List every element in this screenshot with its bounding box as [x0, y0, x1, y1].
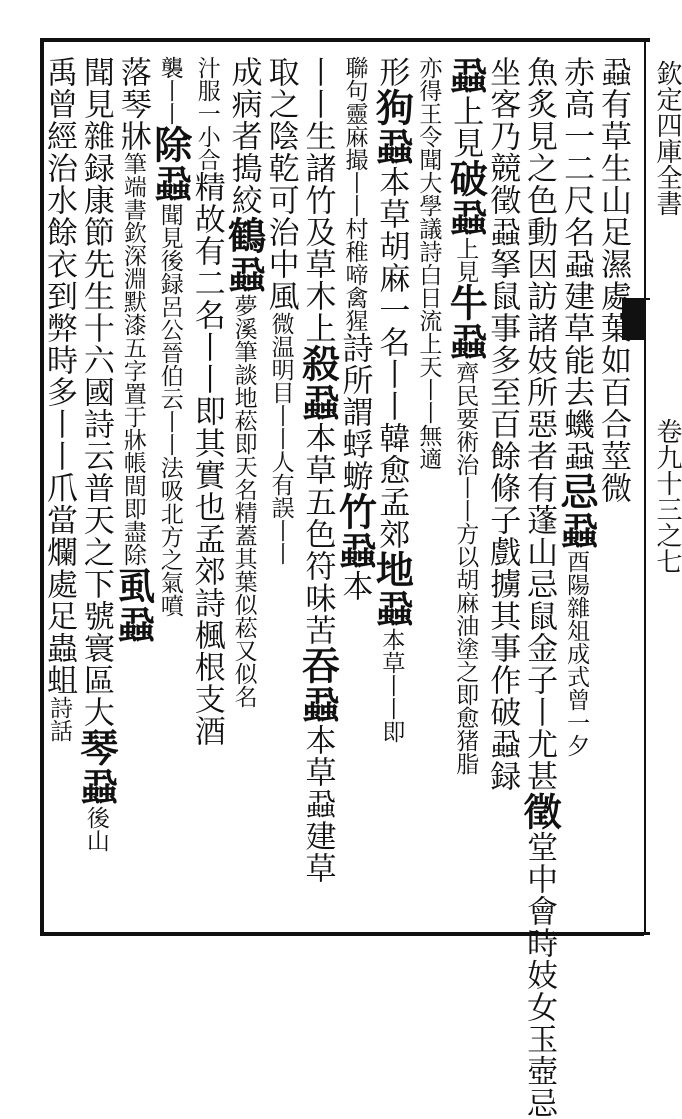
body-text: 魚炙見之色動因訪諸妓所惡者有蓬山忌鼠金子丨尤甚: [521, 56, 558, 792]
text-column: [595, 56, 631, 926]
body-text: 本草五色符味苦: [299, 422, 336, 646]
entry-heading: 吞蝨: [295, 646, 341, 724]
text-column: [41, 56, 77, 926]
entry-heading: 忌蝨: [554, 472, 600, 550]
annotation-text: 後山: [82, 806, 109, 852]
body-text: 蝨有草生山足濕處葉如百合莖微: [595, 56, 631, 504]
body-text: 丨丨生諸竹及草木上: [299, 56, 336, 344]
annotation-text: 詩話: [46, 696, 72, 742]
body-text: 成病者搗絞: [225, 56, 262, 216]
text-column: [147, 56, 193, 926]
entry-heading: 破蝨: [443, 159, 489, 237]
annotation-text: 襲丨丨: [156, 56, 183, 125]
entry-heading: 狗蝨: [369, 88, 415, 166]
entry-heading: 徵: [517, 792, 563, 831]
body-text: 詩所謂蜉蝣: [336, 332, 373, 492]
text-column: [110, 56, 156, 926]
text-column: [73, 56, 119, 926]
body-text: 上: [447, 95, 484, 127]
body-text: 見: [447, 127, 484, 159]
entry-heading: 牛蝨: [443, 283, 489, 361]
annotation-text: 亦得王令聞大學議詩白日流上天丨丨無適: [415, 56, 442, 470]
annotation-text: 筆端書欽深淵默漆五字置于牀帳間即盡除: [119, 152, 146, 566]
entry-heading: 竹蝨: [332, 492, 378, 570]
annotation-text: 齊民要術治丨丨方以胡麻油塗之即愈猪脂: [452, 361, 479, 775]
text-column: [410, 56, 446, 926]
annotation-text: 本草丨丨即: [378, 628, 405, 743]
body-text: 赤高一二尺名蝨建草能去蟣蝨: [558, 56, 595, 472]
entry-heading: 殺蝨: [295, 344, 341, 422]
text-column: [517, 56, 563, 1119]
border-top-extension: [40, 38, 650, 42]
text-column: [554, 56, 600, 926]
border-right: [644, 38, 646, 935]
body-text: 本草胡麻一名丨丨韓愈孟郊: [373, 166, 410, 550]
annotation-text: 酉陽雜俎成式曾一夕: [563, 550, 590, 757]
text-column: [189, 56, 225, 926]
annotation-text: 上見: [452, 237, 479, 283]
body-text: 聞見雜録康節先生十六國詩云普天之下號寰區大: [77, 56, 114, 728]
entry-heading: 虱蝨: [110, 566, 156, 644]
margin-volume: 卷九十三之七: [652, 418, 682, 574]
annotation-text: 聯句靈麻撮丨丨村稚啼禽猩: [341, 56, 368, 332]
text-column: [332, 56, 378, 926]
text-column: [443, 56, 489, 926]
body-text: 形: [373, 56, 410, 88]
annotation-text: 夢溪筆談地菘即天名精蓋其葉似菘又似名: [230, 294, 257, 708]
margin-book-title: 欽定四庫全書: [652, 60, 682, 216]
body-text: 精故有二名丨丨即其實也孟郊詩楓根支酒: [188, 171, 225, 747]
annotation-text: 人有誤丨丨: [267, 450, 294, 565]
body-text: 取之陰乾可治中風: [262, 56, 299, 312]
entry-heading: 地蝨: [369, 550, 415, 628]
entry-heading: 蝨: [443, 56, 489, 95]
entry-heading: 鶴蝨: [221, 216, 267, 294]
annotation-text: 聞見後録呂公晉伯云丨丨法吸北方之氣噴: [156, 203, 183, 617]
text-column: [369, 56, 415, 926]
body-text: 本草蝨建草: [299, 724, 336, 884]
text-column: [263, 56, 299, 926]
text-column: [484, 56, 520, 926]
border-bottom-extension: [40, 932, 650, 935]
body-text: 禹曾經治水餘衣到弊時多丨丨爪當爛處足蟲蛆: [41, 56, 77, 696]
annotation-text: 微温明目丨丨: [267, 312, 294, 450]
entry-heading: 琴蝨: [73, 728, 119, 806]
text-column: [221, 56, 267, 926]
body-text: 落琴牀: [114, 56, 151, 152]
text-column: [295, 56, 341, 926]
annotation-text: 汁服一小合: [193, 56, 220, 171]
body-text: 坐客乃競徵蝨拏鼠事多至百餘條子戲擄其事作破蝨録: [484, 56, 521, 792]
body-text: 堂中會時妓女玉壺忌: [521, 831, 558, 1119]
body-text: 本: [336, 570, 373, 602]
entry-heading: 除蝨: [147, 125, 193, 203]
